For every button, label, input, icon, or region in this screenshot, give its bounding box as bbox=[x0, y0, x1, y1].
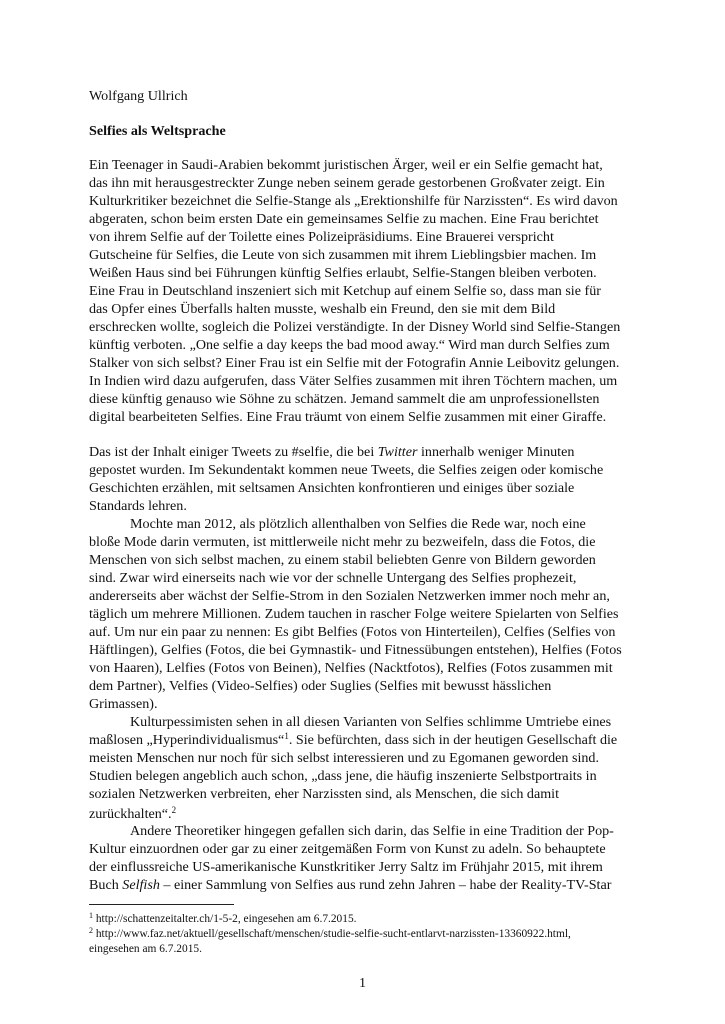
text-line bbox=[89, 444, 574, 461]
footnote-text[interactable]: http://schattenzeitalter.ch/1-5-2, eingesehen am 6.7.2015. bbox=[93, 913, 357, 925]
text-line: meisten Menschen nur noch für sich selbst interessieren und zu Egomanen geworden sind. bbox=[89, 750, 599, 766]
text-line: das ihn mit herausgestreckter Zunge neben seinem gerade gestorbenen Großvater zeigt. Ein bbox=[89, 175, 605, 191]
text-line: andererseits aber wächst der Selfie-Strom in den Sozialen Netzwerken immer noch mehr an, bbox=[89, 588, 610, 604]
text-line: Weißen Haus sind bei Führungen künftig Selfies erlaubt, Selfie-Stangen bleiben verboten. bbox=[89, 265, 597, 281]
text-line: diese künftig genauso wie Söhne zu schätzen. Jemand sammelt die am unprofessionellsten bbox=[89, 391, 600, 407]
text-line: auf. Um nur ein paar zu nennen: Es gibt Belfies (Fotos von Hinterteilen), Celfies (Selfies von bbox=[89, 624, 616, 640]
footnote-ref-2[interactable]: 2 bbox=[171, 805, 177, 815]
text-line bbox=[89, 877, 611, 894]
footnote-2 bbox=[89, 927, 571, 941]
text-line: digital bearbeiteten Selfies. Eine Frau träumt von einem Selfie zusammen mit einer Giraffe. bbox=[89, 409, 607, 425]
text-line: dem Partner), Velfies (Video-Selfies) oder Suglies (Selfies mit bewusst hässlichen bbox=[89, 678, 552, 694]
footnote-2-continuation: eingesehen am 6.7.2015. bbox=[89, 943, 202, 955]
text-line: sind. Zwar wird einerseits nach wie vor der schnelle Untergang des Selfies prophezeit, bbox=[89, 570, 577, 586]
text-line: Andere Theoretiker hingegen gefallen sich darin, das Selfie in eine Tradition der Pop- bbox=[130, 823, 614, 839]
text-line: Kultur einzuordnen oder gar zu einer zeitgemäßen Form von Kunst zu adeln. So behauptete bbox=[89, 841, 606, 857]
text-line: Kulturkritiker bezeichnet die Selfie-Stange als „Erektionshilfe für Narzissten“. Es wird davon bbox=[89, 193, 618, 209]
text-line: gepostet wurden. Im Sekundentakt kommen neue Tweets, die Selfies zeigen oder komische bbox=[89, 462, 604, 478]
text-run: zurückhalten“. bbox=[89, 806, 172, 822]
document-title: Selfies als Weltsprache bbox=[89, 123, 226, 139]
text-line: Kulturpessimisten sehen in all diesen Varianten von Selfies schlimme Umtriebe eines bbox=[130, 714, 612, 730]
italic-book-title: Selfish bbox=[122, 877, 160, 893]
text-line: Häftlingen), Gelfies (Fotos, die bei Gymnastik- und Fitnessübungen entstehen), Helfies (Fotos bbox=[89, 642, 622, 658]
text-line: künftig verboten. „One selfie a day keeps the bad mood away.“ Wird man durch Selfies zum bbox=[89, 337, 610, 353]
footnote-separator bbox=[89, 904, 234, 905]
footnote-text[interactable]: http://www.faz.net/aktuell/gesellschaft/menschen/studie-selfie-sucht-entlarvt-narzissten-13360922.html, bbox=[93, 928, 571, 940]
text-line bbox=[89, 806, 176, 823]
author-name: Wolfgang Ullrich bbox=[89, 88, 188, 104]
page-number: 1 bbox=[358, 975, 367, 991]
text-line bbox=[89, 732, 617, 749]
footnote-number-1: 1 bbox=[89, 911, 93, 920]
text-line: Mochte man 2012, als plötzlich allenthalben von Selfies die Rede war, noch eine bbox=[130, 516, 586, 532]
text-line: Gutscheine für Selfies, die Leute von sich zusammen mit ihrem Lieblingsbier machen. Im bbox=[89, 247, 597, 263]
text-run: Buch bbox=[89, 877, 123, 893]
text-line: Ein Teenager in Saudi-Arabien bekommt juristischen Ärger, weil er ein Selfie gemacht hat, bbox=[89, 157, 603, 173]
footnote-ref-1[interactable]: 1 bbox=[284, 731, 289, 741]
text-line: Standards lehren. bbox=[89, 498, 187, 514]
text-line: Grimassen). bbox=[89, 696, 158, 712]
text-line: In Indien wird dazu aufgerufen, dass Väter Selfies zusammen mit ihren Töchtern machen, um bbox=[89, 373, 618, 389]
text-run: maßlosen „Hyperindividualismus“ bbox=[89, 732, 285, 748]
text-line: von ihrem Selfie auf der Toilette eines Polizeipräsidiums. Eine Brauerei verspricht bbox=[89, 229, 554, 245]
text-line: Stalker von sich selbst? Einer Frau ist ein Selfie mit der Fotografin Annie Leibovitz gelungen. bbox=[89, 355, 620, 371]
text-line: Menschen von sich selbst machen, zu einem stabil beliebten Genre von Bildern geworden bbox=[89, 552, 596, 568]
text-line: das Opfer eines Überfalls halten musste, weshalb ein Freund, den sie mit dem Bild bbox=[89, 301, 556, 317]
text-line: der einflussreiche US-amerikanische Kunstkritiker Jerry Saltz im Frühjahr 2015, mit ihrem bbox=[89, 859, 603, 875]
text-run: . Sie befürchten, dass sich in der heutigen Gesellschaft die bbox=[288, 732, 618, 748]
italic-term-twitter: Twitter bbox=[377, 444, 418, 460]
footnote-number-2: 2 bbox=[89, 926, 93, 935]
text-run: innerhalb weniger Minuten bbox=[417, 444, 575, 460]
text-line: Eine Frau in Deutschland inszeniert sich mit Ketchup auf einem Selfie so, dass man sie für bbox=[89, 283, 601, 299]
text-line: sozialen Netzwerken verbreiten, eher Narzissten sind, als Menschen, die sich damit bbox=[89, 786, 560, 802]
text-line: von Haaren), Lelfies (Fotos von Beinen), Nelfies (Nacktfotos), Relfies (Fotos zusammen mit bbox=[89, 660, 613, 676]
text-run: – einer Sammlung von Selfies aus rund zehn Jahren – habe der Reality-TV-Star bbox=[159, 877, 612, 893]
text-run: Das ist der Inhalt einiger Tweets zu #selfie, die bei bbox=[89, 444, 378, 460]
text-line: erschrecken wollte, sogleich die Polizei verständigte. In der Disney World sind Selfie-Stangen bbox=[89, 319, 621, 335]
text-line: abgeraten, schon beim ersten Date ein gemeinsames Selfie zu machen. Eine Frau berichtet bbox=[89, 211, 599, 227]
text-line: bloße Mode darin vermuten, ist mittlerweile nicht mehr zu bezweifeln, dass die Fotos, die bbox=[89, 534, 596, 550]
text-line: Studien belegen angeblich auch schon, „dass jene, die häufig inszenierte Selbstportraits in bbox=[89, 768, 597, 784]
text-line: täglich um mehrere Millionen. Zudem tauchen in rascher Folge weitere Spielarten von Selfies bbox=[89, 606, 619, 622]
footnote-1 bbox=[89, 912, 357, 926]
text-line: Geschichten erzählen, mit seltsamen Ansichten konfrontieren und einiges über soziale bbox=[89, 480, 575, 496]
